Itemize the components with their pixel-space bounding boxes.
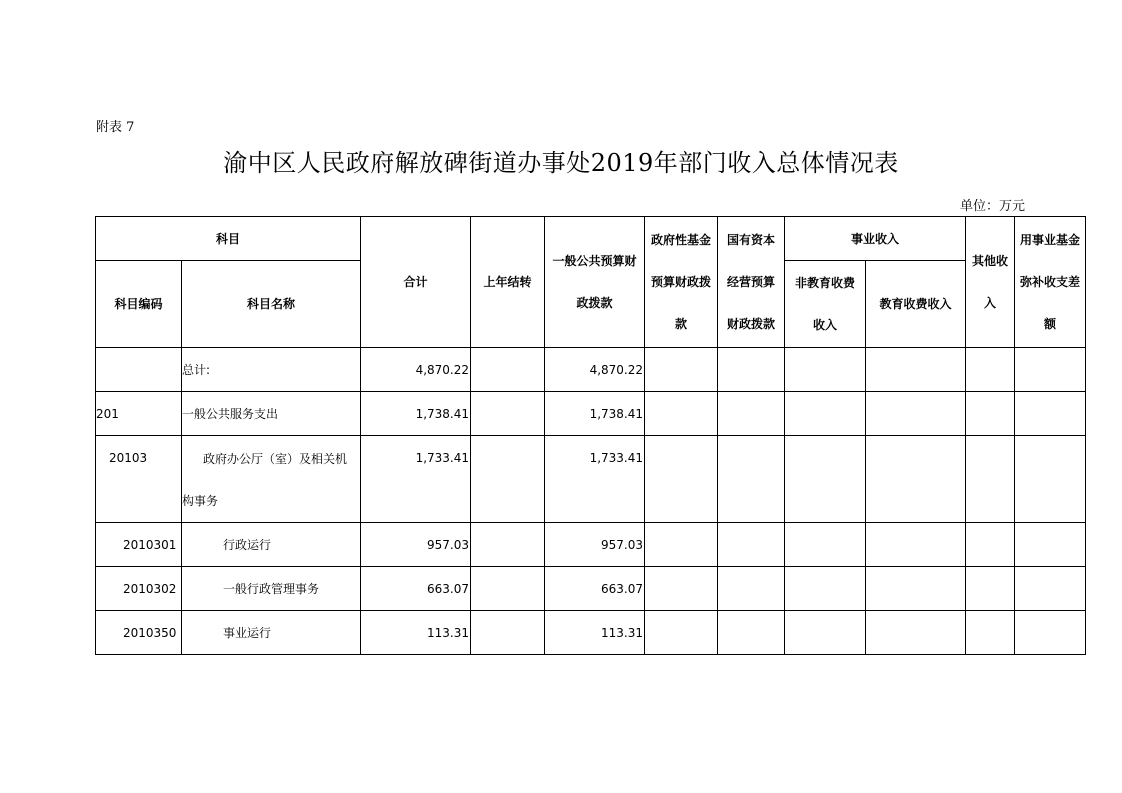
- unit-label: 单位：万元: [960, 199, 1026, 214]
- row-total: 1,733.41: [361, 436, 471, 523]
- page-title: 渝中区人民政府解放碑街道办事处2019年部门收入总体情况表: [223, 149, 899, 177]
- row-total: 113.31: [361, 611, 471, 655]
- table-row: [96, 611, 1086, 655]
- table-row: [96, 523, 1086, 567]
- row-general: 4,870.22: [545, 348, 645, 392]
- appendix-label: 附表 7: [96, 120, 135, 135]
- row-name: 政府办公厅（室）及相关机 构事务: [182, 436, 361, 523]
- table-row: [96, 567, 1086, 611]
- header-subject-code: 科目编码: [96, 261, 182, 348]
- income-table: [95, 216, 1086, 655]
- table-row: [96, 436, 1086, 523]
- header-non-edu-fees: 非教育收费 收入: [785, 261, 866, 348]
- header-total: 合计: [361, 217, 471, 348]
- row-general: 957.03: [545, 523, 645, 567]
- row-total: 663.07: [361, 567, 471, 611]
- header-general-budget: 一般公共预算财 政拨款: [545, 217, 645, 348]
- header-carryover: 上年结转: [471, 217, 545, 348]
- table-row: [96, 348, 1086, 392]
- row-name: 总计:: [182, 348, 361, 392]
- row-code: [96, 348, 182, 392]
- row-total: 957.03: [361, 523, 471, 567]
- header-fund-makeup: 用事业基金 弥补收支差 额: [1015, 217, 1086, 348]
- header-state-capital: 国有资本 经营预算 财政拨款: [718, 217, 785, 348]
- header-gov-fund: 政府性基金 预算财政拨 款: [645, 217, 718, 348]
- row-name: 事业运行: [182, 611, 361, 655]
- row-general: 663.07: [545, 567, 645, 611]
- header-other-income: 其他收 入: [966, 217, 1015, 348]
- row-code: 2010302: [96, 567, 182, 611]
- table-row: [96, 392, 1086, 436]
- row-code: 2010350: [96, 611, 182, 655]
- row-code: 20103: [96, 436, 182, 523]
- header-subject-name: 科目名称: [182, 261, 361, 348]
- row-name: 一般行政管理事务: [182, 567, 361, 611]
- row-total: 4,870.22: [361, 348, 471, 392]
- header-edu-fees: 教育收费收入: [866, 261, 966, 348]
- row-code: 201: [96, 392, 182, 436]
- row-name: 一般公共服务支出: [182, 392, 361, 436]
- row-general: 1,733.41: [545, 436, 645, 523]
- row-code: 2010301: [96, 523, 182, 567]
- row-total: 1,738.41: [361, 392, 471, 436]
- header-subject: 科目: [96, 217, 361, 261]
- row-general: 113.31: [545, 611, 645, 655]
- row-name: 行政运行: [182, 523, 361, 567]
- header-business-income: 事业收入: [785, 217, 966, 261]
- row-general: 1,738.41: [545, 392, 645, 436]
